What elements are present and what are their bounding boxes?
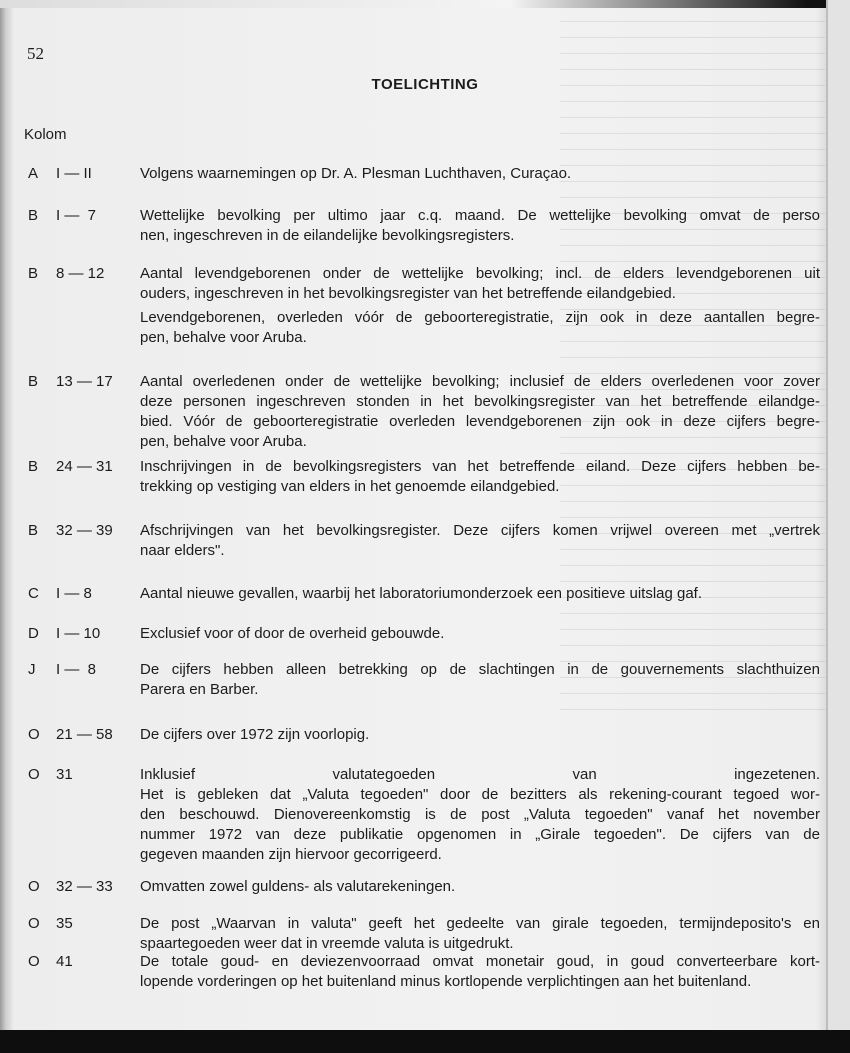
text-line: De cijfers hebben alleen betrekking op de slachtingen in de gouvernements slachthuizen [140,661,820,678]
text-line: lopende vorderingen op het buitenland minus kortlopende verplichtingen aan het buitenland. [140,973,752,990]
note-text [140,914,820,954]
note-paragraph [140,206,820,246]
bleed-through-table [560,10,825,710]
note-paragraph [140,660,820,700]
column-range: 13 — 17 [56,373,113,390]
note-paragraph [140,372,820,452]
note-paragraph [140,521,820,561]
note-paragraph [140,952,820,992]
table-letter: J [28,661,36,678]
text-line: Omvatten zowel guldens- als valutarekeningen. [140,878,456,895]
text-line: De post „Waarvan in valuta" geeft het gedeelte van girale tegoeden, termijndeposito's en [140,915,820,932]
scan-top-edge [0,0,850,8]
column-range: 41 [56,953,73,970]
table-letter: B [28,373,39,390]
text-line: Levendgeborenen, overleden vóór de geboorteregistratie, zijn ook in deze aantallen begre- [140,309,820,326]
table-letter: B [28,207,39,224]
note-text [140,206,820,246]
text-line: Aantal levendgeborenen onder de wettelijke bevolking; incl. de elders levendgeborenen uit [140,265,820,282]
text-line: pen, behalve voor Aruba. [140,433,307,450]
note-text [140,952,820,992]
text-line: Aantal nieuwe gevallen, waarbij het laboratoriumonderzoek een positieve uitslag gaf. [140,585,703,602]
text-line: De totale goud- en deviezenvoorraad omvat monetair goud, in goud converteerbare kort- [140,953,820,970]
text-line: Inschrijvingen in de bevolkingsregisters van het betreffende eiland. Deze cijfers hebben be- [140,458,820,475]
column-range: 32 — 39 [56,522,113,539]
text-line: bied. Vóór de geboorteregistratie overleden levendgeborenen zijn ook in deze cijfers begre- [140,413,820,430]
text-line: deze personen ingeschreven stonden in het bevolkingsregister van het betreffende eilandge- [140,393,820,410]
text-line: Aantal overledenen onder de wettelijke bevolking; inclusief de elders overledenen voor zover [140,373,820,390]
column-range: 24 — 31 [56,458,113,475]
table-letter: D [28,625,39,642]
page-title: TOELICHTING [371,76,479,93]
text-line: ouders, ingeschreven in het bevolkingsregister van het betreffende eilandgebied. [140,285,676,302]
column-range: I — 7 [56,207,97,224]
note-text [140,372,820,452]
note-text [140,725,820,745]
text-line: Inklusief valutategoeden van ingezetenen. [140,766,820,783]
page-number: 52 [27,44,44,63]
text-line: trekking op vestiging van elders in het genoemde eilandgebied. [140,478,560,495]
column-range: 8 — 12 [56,265,105,282]
table-letter: A [28,165,39,182]
note-paragraph [140,914,820,954]
text-line: Exclusief voor of door de overheid gebouwde. [140,625,445,642]
note-paragraph [140,725,820,745]
column-range: I — II [56,165,92,182]
note-text [140,765,820,865]
table-letter: O [28,766,40,783]
text-line: naar elders". [140,542,225,559]
note-text [140,264,820,348]
column-range: 31 [56,766,73,783]
text-line: spaartegoeden weer dat in vreemde valuta is uitgedrukt. [140,935,514,952]
note-paragraph [140,264,820,304]
column-range: 21 — 58 [56,726,113,743]
note-text [140,457,820,497]
column-range: 32 — 33 [56,878,113,895]
note-paragraph [140,624,820,644]
text-line: nummer 1972 van deze publikatie opgenomen in „Girale tegoeden". De cijfers van de [140,826,820,843]
table-letter: O [28,915,40,932]
note-text [140,624,820,644]
table-letter: C [28,585,39,602]
note-paragraph [140,877,820,897]
column-range: I — 8 [56,661,97,678]
note-text [140,584,820,604]
text-line: nen, ingeschreven in de eilandelijke bevolkingsregisters. [140,227,515,244]
note-text [140,521,820,561]
table-letter: O [28,953,40,970]
column-range: I — 10 [56,625,101,642]
table-letter: O [28,878,40,895]
column-range: I — 8 [56,585,92,602]
note-paragraph [140,164,820,184]
table-letter: O [28,726,40,743]
table-letter: B [28,522,39,539]
note-paragraph [140,584,820,604]
note-paragraph [140,457,820,497]
text-line: De cijfers over 1972 zijn voorlopig. [140,726,370,743]
text-line: Afschrijvingen van het bevolkingsregister. Deze cijfers komen vrijwel overeen met „vertrek [140,522,820,539]
text-line: Parera en Barber. [140,681,259,698]
note-text [140,164,820,184]
text-line: den beschouwd. Dienovereenkomstig is de post „Valuta tegoeden" vanaf het november [140,806,820,823]
table-letter: B [28,265,39,282]
text-line: Volgens waarnemingen op Dr. A. Plesman Luchthaven, Curaçao. [140,165,572,182]
column-range: 35 [56,915,73,932]
note-text [140,660,820,700]
column-header: Kolom [24,126,67,143]
adjacent-page-edge [826,0,850,1030]
note-paragraph [140,765,820,865]
note-text [140,877,820,897]
table-letter: B [28,458,39,475]
text-line: pen, behalve voor Aruba. [140,329,307,346]
text-line: gegeven maanden zijn hiervoor gecorrigeerd. [140,846,442,863]
text-line: Wettelijke bevolking per ultimo jaar c.q. maand. De wettelijke bevolking omvat de perso [140,207,820,224]
text-line: Het is gebleken dat „Valuta tegoeden" door de bezitters als rekening-courant tegoed wor- [140,786,820,803]
note-paragraph [140,308,820,348]
